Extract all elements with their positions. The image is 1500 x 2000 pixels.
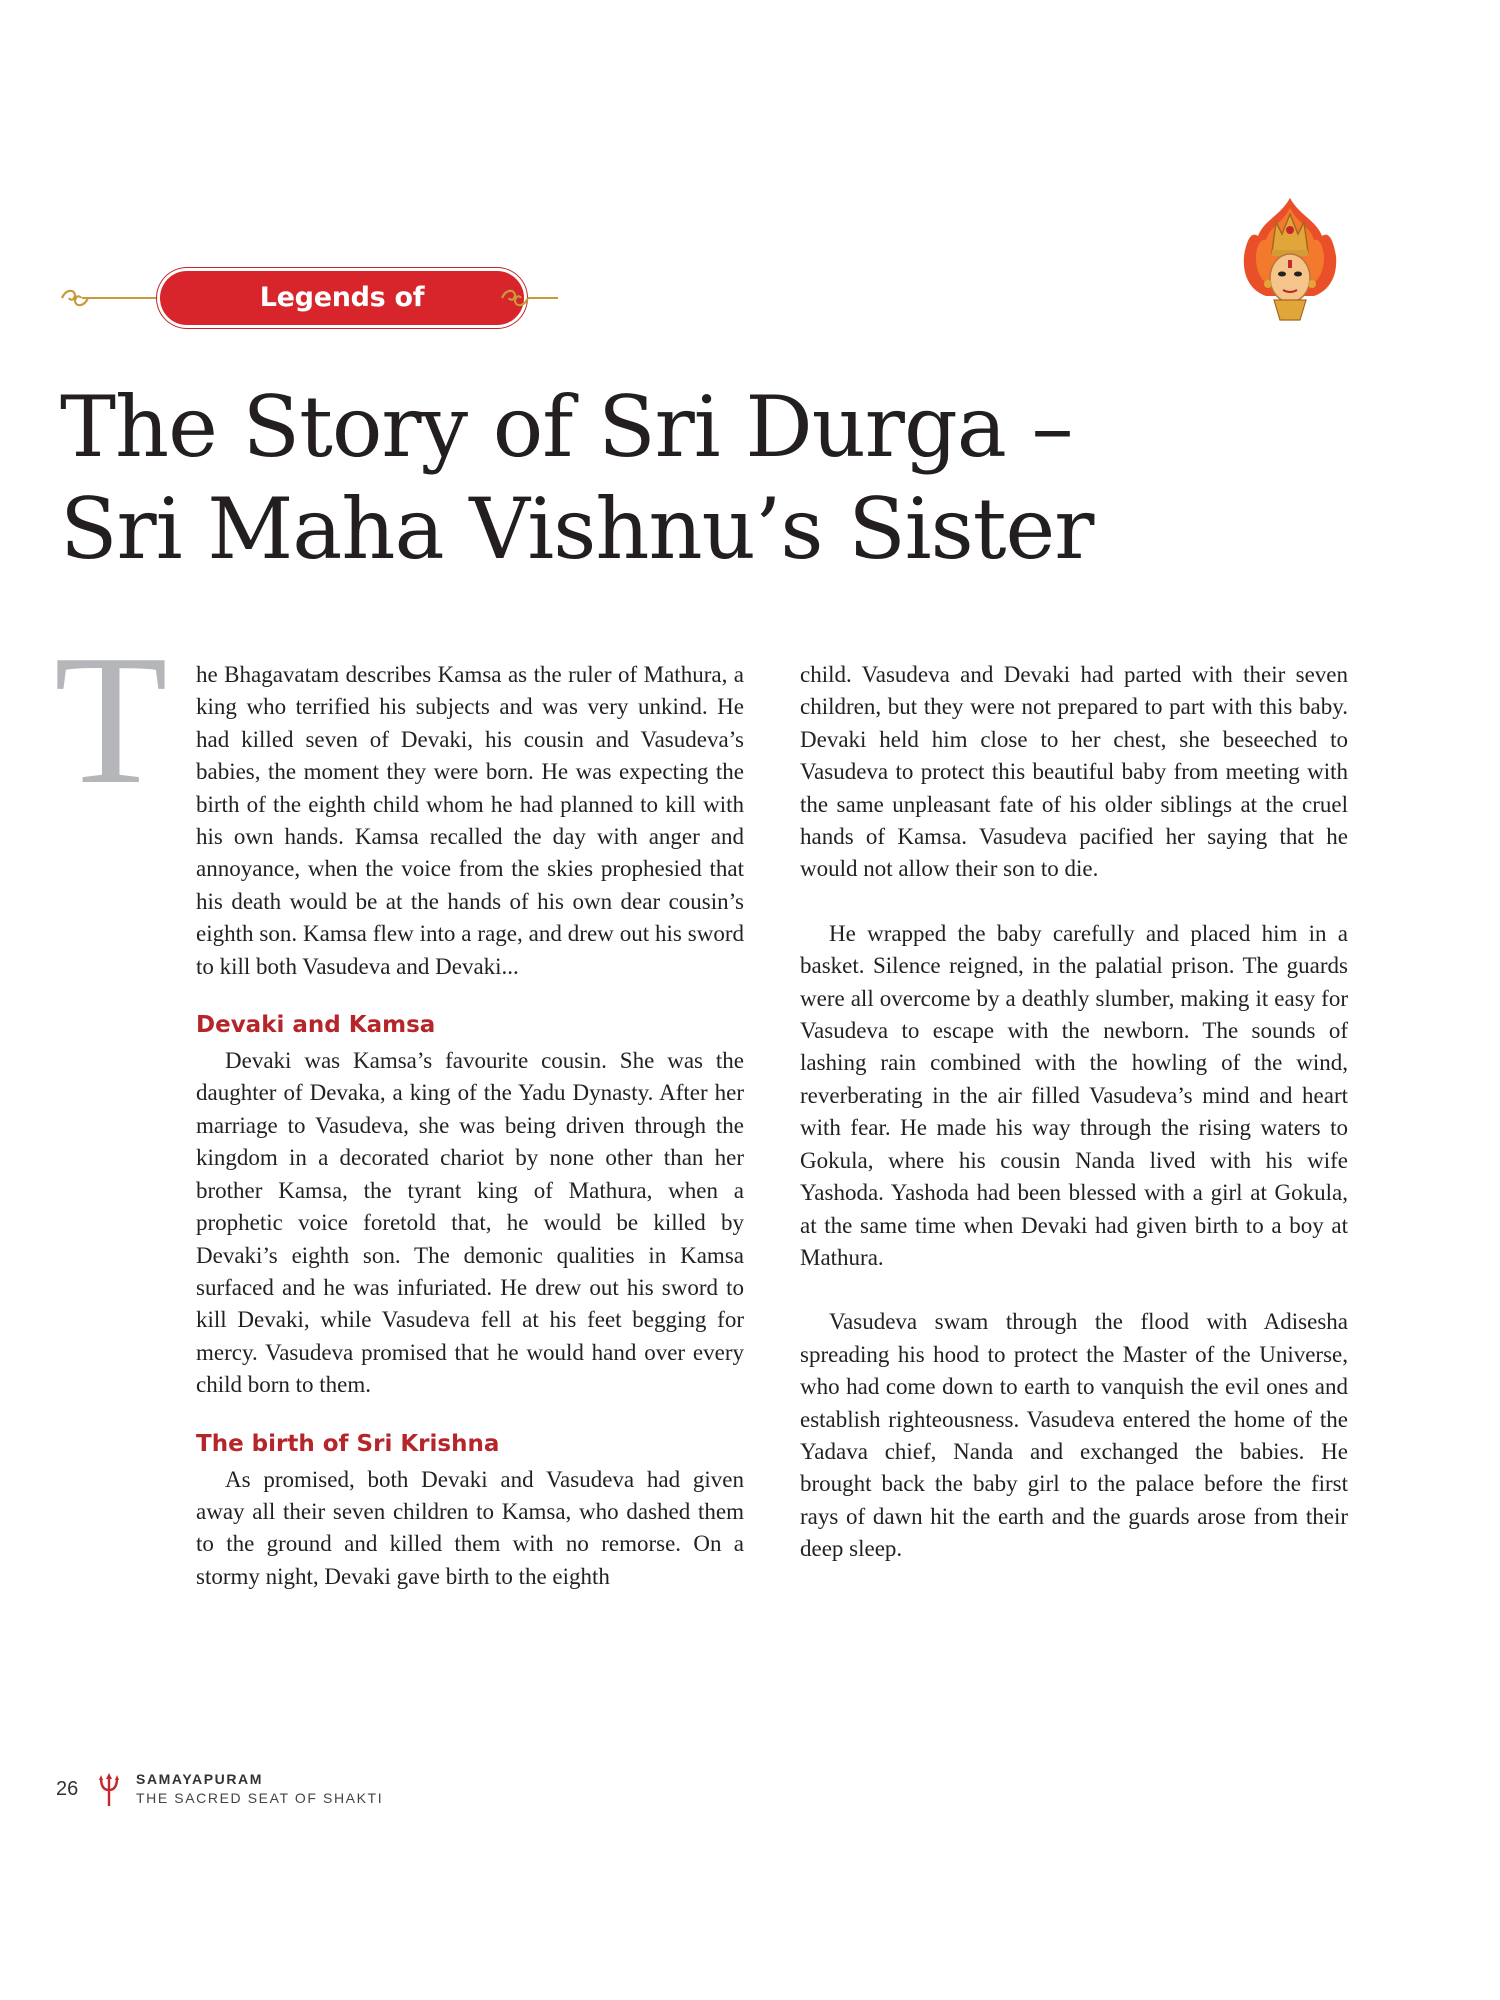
publication-name: SAMAYAPURAM — [136, 1771, 264, 1787]
title-line-2: Sri Maha Vishnu’s Sister — [60, 480, 1094, 578]
scroll-ornament-icon — [500, 285, 530, 311]
deity-face-icon — [1240, 196, 1340, 326]
section-tag — [60, 271, 550, 367]
ornament-line-left — [82, 297, 160, 299]
intro-paragraph: he Bhagavatam describes Kamsa as the ruler of Mathura, a king who terrified his subjects and was very unkind. He had killed seven of Devaki, his cousin and Vasudeva’s babies, the moment they were born. He was expecting the birth of the eighth child whom he had planned to kill with his own hands. Kamsa recalled the day with anger and annoyance, when the voice from the skies prophesied that his death would be at the hands of his own dear cousin’s eighth son. Kamsa flew into a rage, and drew out his sword to kill both Vasudeva and Devaki... — [196, 662, 744, 979]
body-paragraph: As promised, both Devaki and Vasudeva had given away all their seven children to Kamsa, who dashed them to the ground and killed them with no remorse. On a stormy night, Devaki gave birth to the eighth — [196, 1466, 744, 1589]
section-heading-devaki-kamsa: Devaki and Kamsa — [196, 1012, 436, 1039]
text-column-left — [196, 659, 744, 1593]
body-paragraph: child. Vasudeva and Devaki had parted with their seven children, but they were not prepared to part with this baby. Devaki held him close to her chest, she beseeched to Vasudeva to protect this beautiful baby from meeting with the same unpleasant fate of his older siblings at the cruel hands of Kamsa. Vasudeva pacified her saying that he would not allow their son to die. — [800, 662, 1348, 882]
page-title — [60, 376, 1160, 580]
trident-icon — [98, 1772, 120, 1808]
page-number: 26 — [56, 1778, 79, 1800]
text-column-right — [800, 659, 1348, 1566]
drop-cap: T — [54, 617, 168, 823]
body-paragraph: Vasudeva swam through the flood with Adisesha spreading his hood to protect the Master of the Universe, who had come down to earth to vanquish the evil ones and establish righteousness. Vasudeva entered the home of the Yadava chief, Nanda and exchanged the babies. He brought back the baby girl to the palace before the first rays of dawn hit the earth and the guards arose from their deep sleep. — [800, 1309, 1348, 1562]
section-heading-birth-krishna: The birth of Sri Krishna — [196, 1430, 500, 1457]
body-paragraph: He wrapped the baby carefully and placed him in a basket. Silence reigned, in the palatial prison. The guards were all overcome by a deathly slumber, making it easy for Vasudeva to escape with the newborn. The sounds of lashing rain combined with the howling of the wind, reverberating in the air filled Vasudeva’s mind and heart with fear. He made his way through the rising waters to Gokula, where his cousin Nanda lived with his wife Yashoda. Yashoda had been blessed with a girl at Gokula, at the same time when Devaki had given birth to a boy at Mathura. — [800, 920, 1348, 1270]
publication-tagline: THE SACRED SEAT OF SHAKTI — [136, 1790, 384, 1806]
body-paragraph: Devaki was Kamsa’s favourite cousin. She was the daughter of Devaka, a king of the Yadu Dynasty. After her marriage to Vasudeva, she was being driven through the kingdom in a decorated chariot by none other than her brother Kamsa, the tyrant king of Mathura, when a prophetic voice foretold that, he would be killed by Devaki’s eighth son. The demonic qualities in Kamsa surfaced and he was infuriated. He drew out his sword to kill Devaki, while Vasudeva fell at his feet begging for mercy. Vasudeva promised that he would hand over every child born to them. — [196, 1048, 744, 1398]
title-line-1: The Story of Sri Durga – — [60, 378, 1073, 476]
scroll-ornament-icon — [60, 285, 90, 311]
section-tag-label: Legends of Maariamman — [160, 271, 524, 325]
